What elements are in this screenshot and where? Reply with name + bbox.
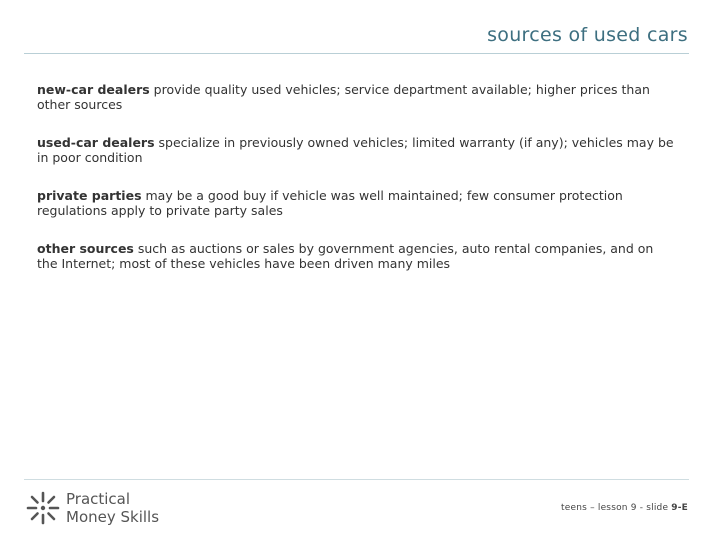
title-divider bbox=[24, 53, 689, 54]
logo-line-2: Money Skills bbox=[66, 508, 160, 526]
footer-divider bbox=[24, 479, 689, 480]
bullet-term: new-car dealers bbox=[37, 82, 150, 97]
slide-title: sources of used cars bbox=[487, 24, 688, 46]
bullet-text: specialize in previously owned vehicles; limited warranty (if any); vehicles may be in poor condition bbox=[37, 135, 674, 165]
logo-line-1: Practical bbox=[66, 490, 131, 508]
bullet-list bbox=[37, 82, 677, 294]
bullet-text: such as auctions or sales by government agencies, auto rental companies, and on the Internet; most of these vehicles have been driven many miles bbox=[37, 241, 654, 271]
bullet-term: used-car dealers bbox=[37, 135, 155, 150]
bullet-term: other sources bbox=[37, 241, 134, 256]
bullet-text: may be a good buy if vehicle was well maintained; few consumer protection regulations apply to private party sales bbox=[37, 188, 623, 218]
bullet-new-car-dealers bbox=[37, 82, 677, 112]
bullet-other-sources bbox=[37, 241, 677, 271]
bullet-private-parties bbox=[37, 188, 677, 218]
bullet-term: private parties bbox=[37, 188, 142, 203]
slide-number: 9-E bbox=[671, 503, 688, 513]
practical-money-skills-logo bbox=[26, 490, 159, 526]
footer-label: teens – lesson 9 - slide bbox=[561, 503, 672, 513]
logo-wordmark bbox=[66, 490, 159, 526]
bullet-used-car-dealers bbox=[37, 135, 677, 165]
bullet-text: provide quality used vehicles; service department available; higher prices than other sources bbox=[37, 82, 650, 112]
slide-footer bbox=[561, 503, 688, 513]
starburst-logo-icon bbox=[26, 491, 60, 525]
